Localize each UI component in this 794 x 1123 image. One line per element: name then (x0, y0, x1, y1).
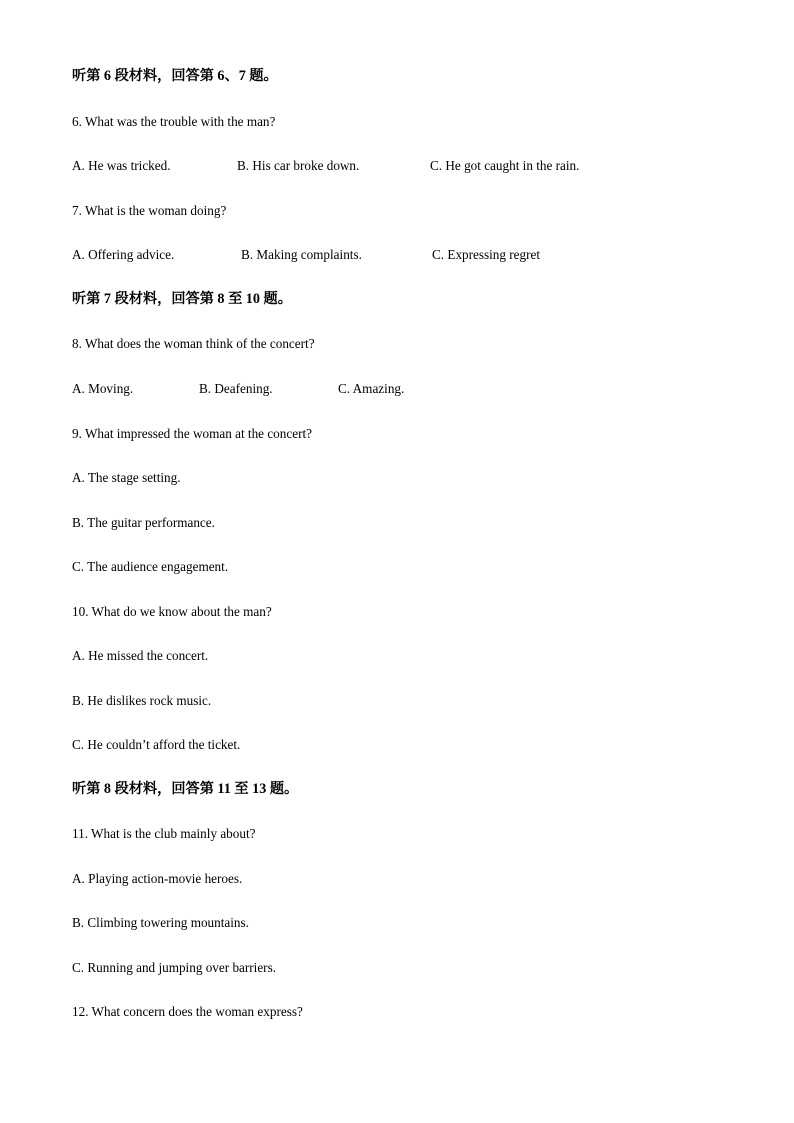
question-text: 7. What is the woman doing? (72, 203, 227, 218)
question-text: 12. What concern does the woman express? (72, 1004, 303, 1019)
answer-option-b: B. He dislikes rock music. (72, 693, 212, 708)
answer-option-a: A. He was tricked. (72, 158, 171, 173)
answer-option-a: A. Playing action-movie heroes. (72, 871, 243, 886)
answer-option-a: A. The stage setting. (72, 470, 181, 485)
answer-option-b: B. The guitar performance. (72, 515, 215, 530)
answer-option-c: C. Running and jumping over barriers. (72, 960, 277, 975)
answer-option-c: C. He couldn’t afford the ticket. (72, 737, 241, 752)
section-heading: 听第 8 段材料，回答第 11 至 13 题。 (72, 781, 299, 797)
answer-option-b: B. Making complaints. (241, 247, 362, 262)
question-text: 10. What do we know about the man? (72, 604, 272, 619)
section-heading: 听第 7 段材料，回答第 8 至 10 题。 (72, 291, 292, 307)
question-text: 11. What is the club mainly about? (72, 826, 256, 841)
answer-option-b: B. Climbing towering mountains. (72, 915, 249, 930)
section-heading: 听第 6 段材料，回答第 6、7 题。 (72, 68, 278, 84)
question-text: 8. What does the woman think of the concert? (72, 336, 315, 351)
answer-option-c: C. He got caught in the rain. (430, 158, 580, 173)
answer-option-b: B. Deafening. (199, 381, 273, 396)
answer-option-c: C. Amazing. (338, 381, 405, 396)
answer-option-c: C. Expressing regret (432, 247, 541, 262)
answer-option-c: C. The audience engagement. (72, 559, 229, 574)
answer-option-a: A. Moving. (72, 381, 134, 396)
answer-option-a: A. Offering advice. (72, 247, 175, 262)
answer-option-b: B. His car broke down. (237, 158, 360, 173)
question-text: 6. What was the trouble with the man? (72, 114, 276, 129)
question-text: 9. What impressed the woman at the concert? (72, 426, 312, 441)
answer-option-a: A. He missed the concert. (72, 648, 209, 663)
